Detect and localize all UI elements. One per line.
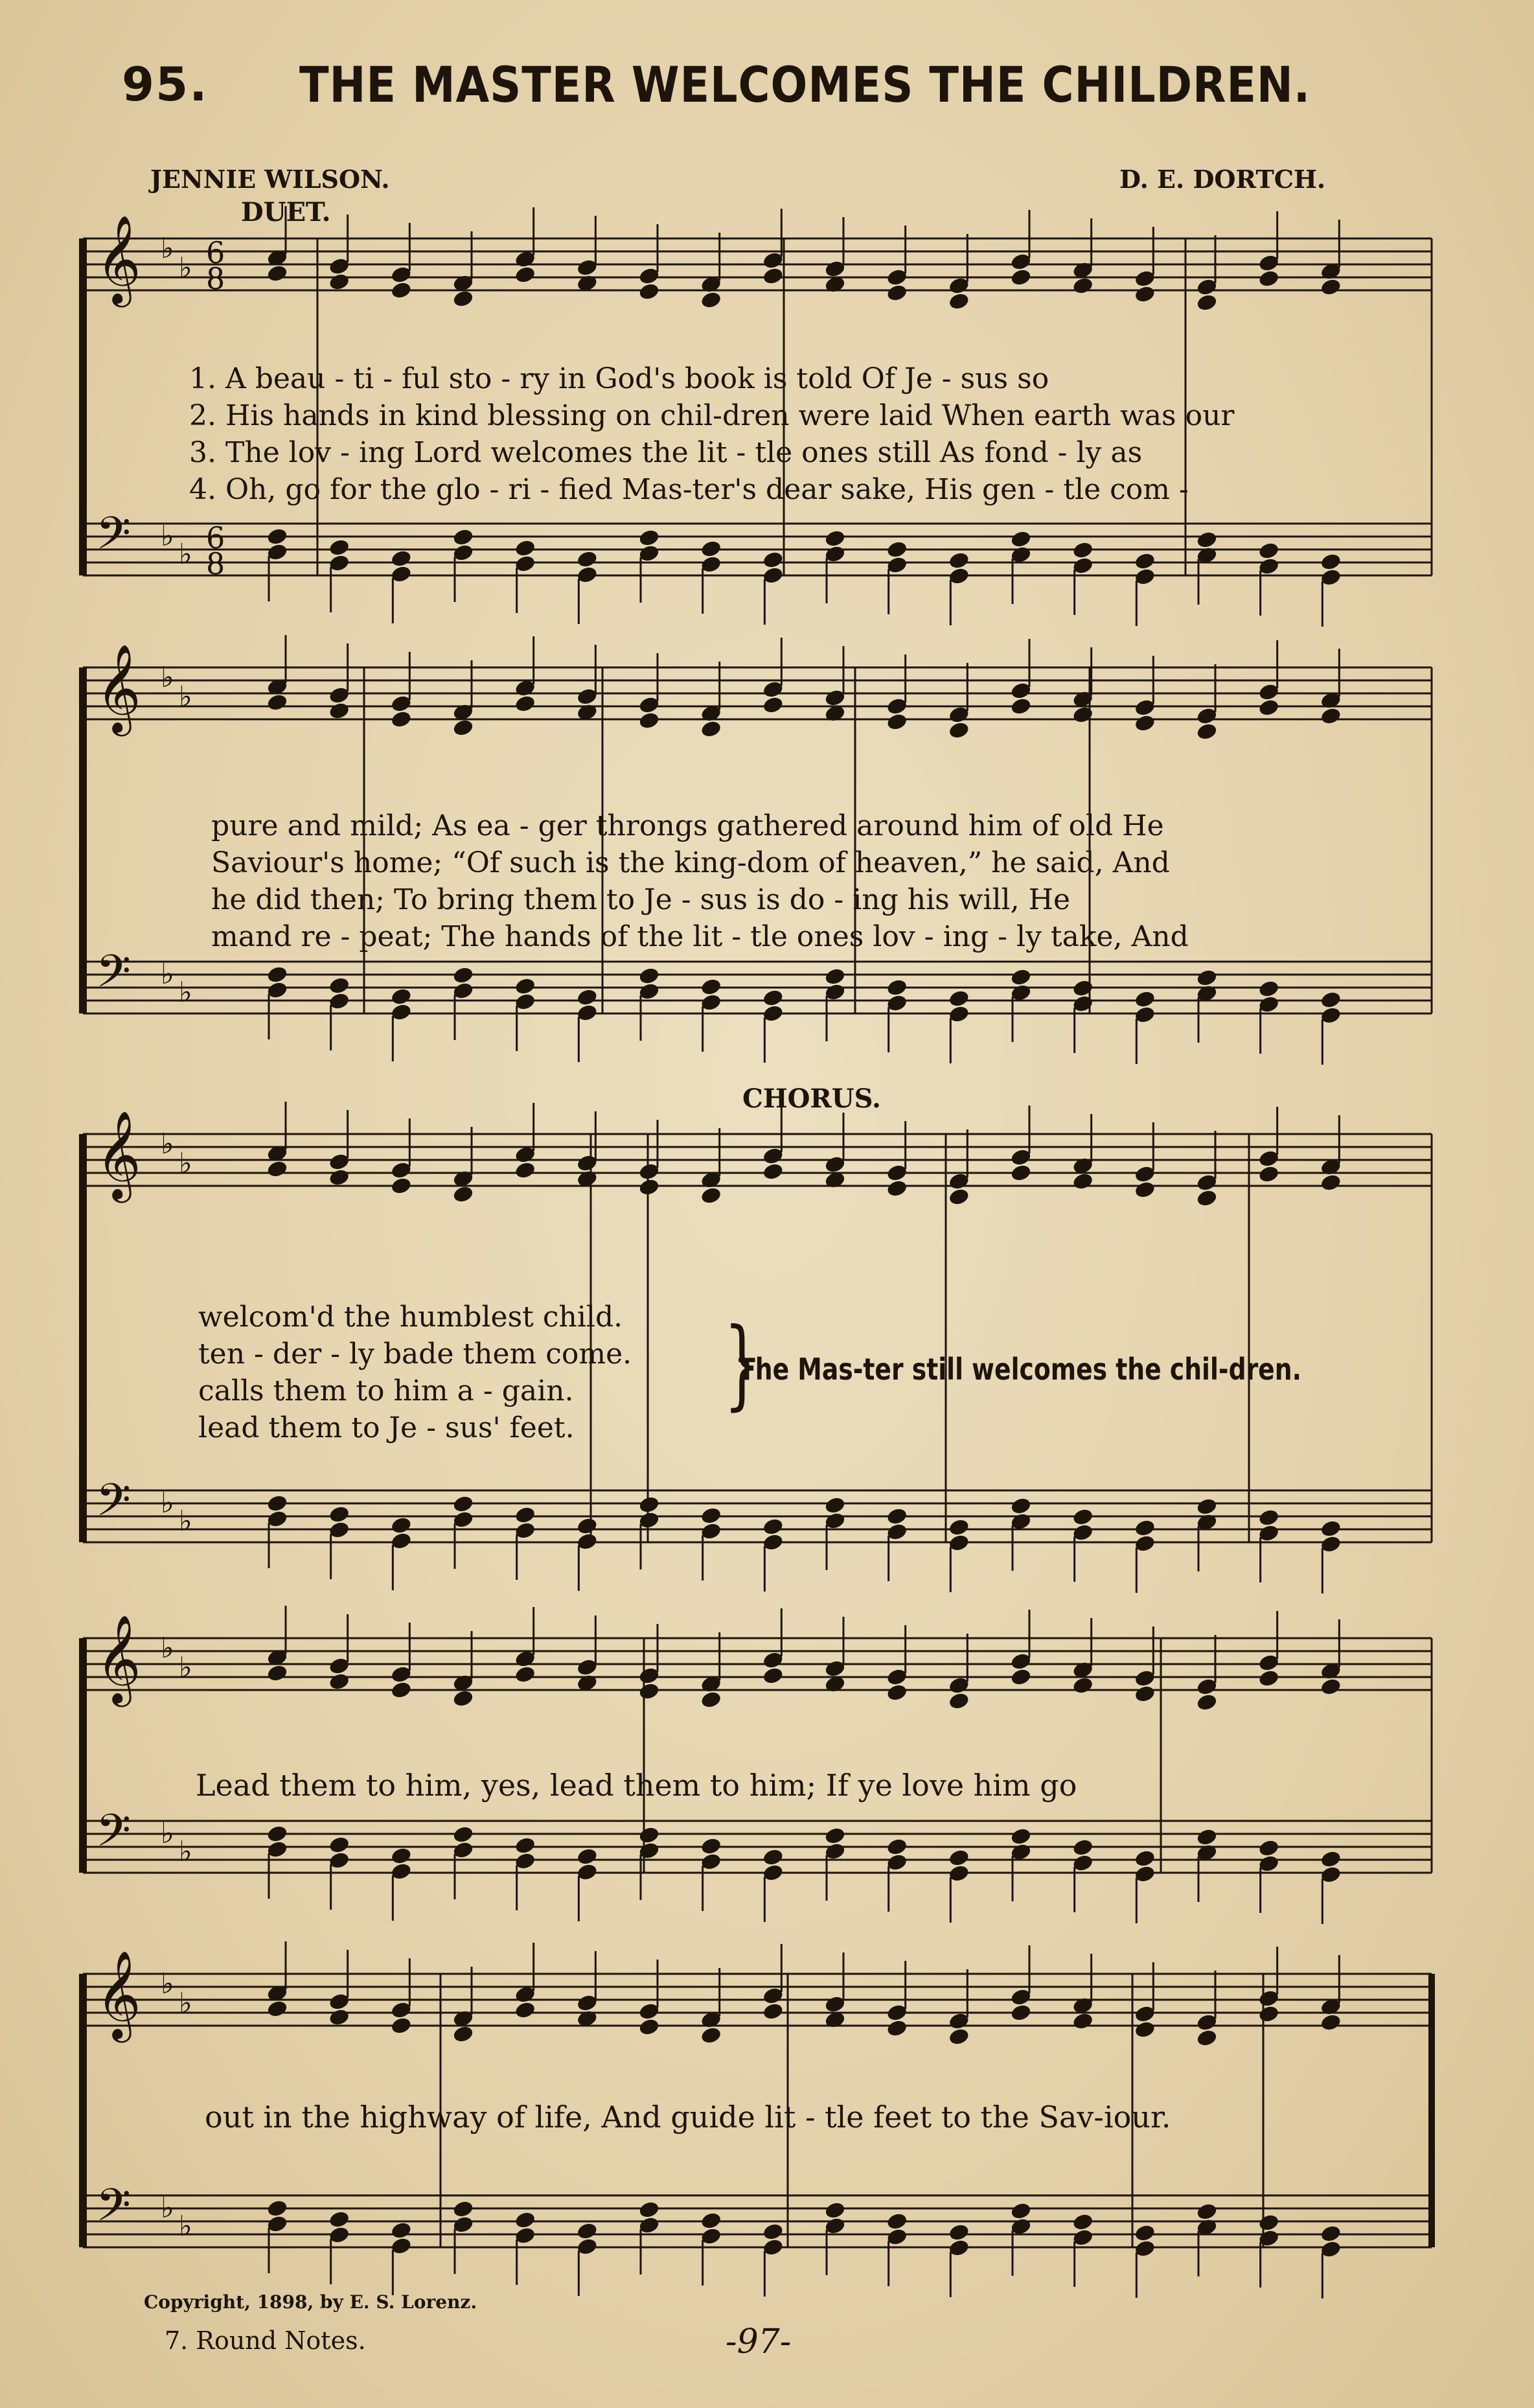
notehead <box>886 284 908 302</box>
notehead <box>824 967 845 986</box>
flat-icon: ♭ <box>161 661 174 694</box>
notehead <box>886 1507 908 1525</box>
time-signature: 8 <box>206 261 225 296</box>
notehead <box>638 2201 659 2219</box>
notehead <box>1196 1189 1217 1207</box>
notehead <box>886 2212 908 2230</box>
notehead <box>514 1665 536 1684</box>
notehead <box>948 1188 970 1206</box>
notehead <box>762 696 784 714</box>
notehead <box>886 1179 908 1198</box>
notehead <box>391 2221 412 2240</box>
verse-2-line: 2. His hands in kind blessing on chil-dren were laid When earth was our <box>189 399 1235 432</box>
notehead <box>266 2199 288 2217</box>
notehead <box>328 2210 350 2229</box>
notehead <box>1196 2203 1217 2221</box>
treble-clef-icon: 𝄞 <box>96 214 141 303</box>
notehead <box>1072 277 1093 295</box>
notehead <box>886 1684 908 1702</box>
notehead <box>514 2001 536 2019</box>
notehead <box>638 1682 659 1700</box>
notehead <box>514 977 536 995</box>
notehead <box>1196 1498 1217 1516</box>
notehead <box>762 2002 784 2020</box>
flat-icon: ♭ <box>179 1835 192 1868</box>
verse-4-line: mand re - peat; The hands of the lit - tle ones lov - ing - ly take, And <box>211 920 1189 953</box>
notehead <box>391 1847 412 1865</box>
system2-lyrics <box>211 807 1189 955</box>
notehead <box>1072 541 1093 559</box>
notehead <box>762 989 784 1007</box>
notehead <box>1196 531 1217 549</box>
notehead <box>700 1507 722 1525</box>
notehead <box>514 1161 536 1179</box>
notehead <box>266 1825 288 1843</box>
notehead <box>948 1518 970 1536</box>
verse-3-line: he did then; To bring them to Je - sus is do - ing his will, He <box>211 883 1070 916</box>
flat-icon: ♭ <box>161 2192 174 2225</box>
notehead <box>328 1836 350 1854</box>
notehead <box>577 550 598 568</box>
notehead <box>1072 1838 1093 1857</box>
notehead <box>824 1496 845 1514</box>
verse-1-line: welcom'd the humblest child. <box>198 1301 623 1334</box>
notehead <box>700 2026 722 2044</box>
notehead <box>824 529 845 548</box>
notehead <box>1196 1693 1217 1711</box>
round-notes-reference: 7. Round Notes. <box>165 2326 366 2355</box>
bass-clef-icon: 𝄢 <box>96 1474 132 1537</box>
notehead <box>1010 1827 1031 1846</box>
notehead <box>577 2222 598 2240</box>
notehead <box>948 292 970 310</box>
notehead <box>1010 968 1031 986</box>
notehead <box>266 1664 288 1682</box>
notehead <box>948 2028 970 2046</box>
treble-clef-icon: 𝄞 <box>96 1614 141 1703</box>
notehead <box>1010 530 1031 548</box>
notehead <box>1320 707 1342 725</box>
notehead <box>577 1517 598 1535</box>
notehead <box>328 702 350 720</box>
notehead <box>824 2201 845 2219</box>
notehead <box>1258 542 1279 560</box>
notehead <box>948 2223 970 2241</box>
system3-lyrics <box>198 1299 632 1446</box>
notehead <box>886 540 908 559</box>
notehead <box>762 1518 784 1536</box>
notehead <box>452 1825 474 1844</box>
notehead <box>391 281 412 299</box>
flat-icon: ♭ <box>161 1487 174 1520</box>
notehead <box>1134 1849 1156 1868</box>
notehead <box>1072 2213 1093 2231</box>
page-number: -97- <box>726 2322 792 2361</box>
notehead <box>328 1505 350 1523</box>
notehead <box>1072 2012 1093 2030</box>
verse-3-line: 3. The lov - ing Lord welcomes the lit - tle ones still As fond - ly as <box>189 436 1143 469</box>
notehead <box>1134 552 1156 570</box>
notehead <box>1010 268 1031 286</box>
notehead <box>1320 1850 1342 1868</box>
notehead <box>1320 2225 1342 2243</box>
notehead <box>391 1177 412 1195</box>
flat-icon: ♭ <box>161 520 174 553</box>
notehead <box>391 988 412 1006</box>
notehead <box>1196 969 1217 987</box>
notehead <box>328 1168 350 1187</box>
system5-lyric: out in the highway of life, And guide lit - tle feet to the Sav-iour. <box>205 2100 1171 2135</box>
notehead <box>700 720 722 738</box>
notehead <box>1072 1676 1093 1695</box>
notehead <box>762 551 784 569</box>
notehead <box>1134 2020 1156 2039</box>
notehead <box>824 1827 845 1845</box>
notehead <box>1134 285 1156 303</box>
notehead <box>1320 1520 1342 1538</box>
treble-clef-icon: 𝄞 <box>96 1949 141 2039</box>
notehead <box>452 1185 474 1203</box>
notehead <box>638 967 659 985</box>
chorus-lyric: The Mas-ter still welcomes the chil-dren. <box>738 1352 1301 1387</box>
notehead <box>266 1160 288 1178</box>
notehead <box>1196 294 1217 312</box>
notehead <box>452 719 474 737</box>
system1-lyrics <box>189 360 1234 508</box>
flat-icon: ♭ <box>161 958 174 991</box>
notehead <box>1010 2202 1031 2220</box>
notehead <box>700 2212 722 2230</box>
notehead <box>1134 1181 1156 1199</box>
flat-icon: ♭ <box>179 1987 192 2020</box>
hymn-number: 95. <box>122 57 209 111</box>
flat-icon: ♭ <box>179 1505 192 1538</box>
notehead <box>1258 2005 1279 2023</box>
flat-icon: ♭ <box>161 1817 174 1850</box>
notehead <box>391 550 412 568</box>
notehead <box>266 2000 288 2018</box>
notehead <box>700 1187 722 1205</box>
notehead <box>391 1516 412 1534</box>
notehead <box>700 540 722 558</box>
notehead <box>1196 723 1217 741</box>
bass-clef-icon: 𝄢 <box>96 945 132 1008</box>
flat-icon: ♭ <box>179 251 192 284</box>
system4-lyric: Lead them to him, yes, lead them to him; If ye love him go <box>196 1768 1077 1803</box>
notehead <box>638 2018 659 2036</box>
flat-icon: ♭ <box>161 1967 174 2000</box>
notehead <box>1072 1172 1093 1190</box>
notehead <box>1258 1669 1279 1687</box>
notehead <box>948 990 970 1008</box>
notehead <box>266 527 288 546</box>
verse-4-line: 4. Oh, go for the glo - ri - fied Mas-ter's dear sake, His gen - tle com - <box>189 473 1189 506</box>
notehead <box>514 695 536 713</box>
time-signature: 6 <box>206 235 225 270</box>
flat-icon: ♭ <box>179 1651 192 1684</box>
notehead <box>1258 980 1279 998</box>
notehead <box>948 1849 970 1867</box>
flat-icon: ♭ <box>179 680 192 713</box>
notehead <box>266 264 288 283</box>
notehead <box>762 1848 784 1866</box>
notehead <box>638 1826 659 1844</box>
notehead <box>1258 1839 1279 1857</box>
notehead <box>577 988 598 1006</box>
notehead <box>1134 1685 1156 1703</box>
notehead <box>700 1691 722 1709</box>
notehead <box>1258 1165 1279 1183</box>
notehead <box>452 528 474 546</box>
flat-icon: ♭ <box>161 1632 174 1665</box>
notehead <box>948 1692 970 1710</box>
notehead <box>1320 1174 1342 1192</box>
verse-1-line: pure and mild; As ea - ger throngs gathered around him of old He <box>211 809 1164 842</box>
notehead <box>266 966 288 984</box>
flat-icon: ♭ <box>179 2210 192 2243</box>
notehead <box>700 291 722 309</box>
verse-2-line: ten - der - ly bade them come. <box>198 1337 632 1371</box>
notehead <box>266 1494 288 1512</box>
notehead <box>1320 278 1342 296</box>
notehead <box>1134 2224 1156 2242</box>
notehead <box>638 712 659 730</box>
notehead <box>948 551 970 570</box>
notehead <box>638 1178 659 1196</box>
notehead <box>1134 714 1156 732</box>
notehead <box>762 1163 784 1181</box>
notehead <box>638 1496 659 1514</box>
notehead <box>1010 1668 1031 1686</box>
notehead <box>1320 553 1342 571</box>
notehead <box>1010 1497 1031 1515</box>
verse-brace: } <box>724 1308 761 1420</box>
notehead <box>638 283 659 301</box>
notehead <box>762 1667 784 1685</box>
notehead <box>1258 1509 1279 1527</box>
voicing-label: DUET. <box>241 197 331 227</box>
notehead <box>1258 699 1279 717</box>
notehead <box>1010 697 1031 715</box>
notehead <box>1134 990 1156 1008</box>
verse-1-line: 1. A beau - ti - ful sto - ry in God's book is told Of Je - sus so <box>189 362 1049 395</box>
copyright-notice: Copyright, 1898, by E. S. Lorenz. <box>144 2291 477 2313</box>
notehead <box>886 713 908 731</box>
notehead <box>700 978 722 996</box>
notehead <box>391 1681 412 1699</box>
treble-clef-icon: 𝄞 <box>96 1109 141 1199</box>
notehead <box>1320 2013 1342 2032</box>
flat-icon: ♭ <box>161 1128 174 1161</box>
notehead <box>452 2200 474 2218</box>
flat-icon: ♭ <box>179 976 192 1009</box>
notehead <box>1010 1164 1031 1182</box>
notehead <box>700 1837 722 1855</box>
notehead <box>391 2017 412 2035</box>
notehead <box>452 2025 474 2043</box>
notehead <box>1010 2004 1031 2022</box>
notehead <box>514 1836 536 1855</box>
verse-3-line: calls them to him a - gain. <box>198 1374 574 1407</box>
notehead <box>1072 1508 1093 1526</box>
verse-2-line: Saviour's home; “Of such is the king-dom of heaven,” he said, And <box>211 846 1170 879</box>
notehead <box>514 266 536 284</box>
bass-clef-icon: 𝄢 <box>96 1804 132 1868</box>
time-signature: 8 <box>206 546 225 581</box>
notehead <box>514 1506 536 1524</box>
flat-icon: ♭ <box>179 538 192 571</box>
notehead <box>948 721 970 739</box>
treble-clef-icon: 𝄞 <box>96 643 141 732</box>
notehead <box>452 1689 474 1708</box>
flat-icon: ♭ <box>179 1147 192 1180</box>
notehead <box>886 1838 908 1856</box>
notehead <box>328 538 350 557</box>
hymn-title: THE MASTER WELCOMES THE CHILDREN. <box>299 56 1311 113</box>
bass-clef-icon: 𝄢 <box>96 507 132 570</box>
notehead <box>514 2211 536 2229</box>
bass-clef-icon: 𝄢 <box>96 2179 132 2242</box>
notehead <box>328 2008 350 2026</box>
notehead <box>452 966 474 984</box>
notehead <box>762 267 784 285</box>
notehead <box>1196 1828 1217 1846</box>
notehead <box>886 2019 908 2037</box>
verse-4-line: lead them to Je - sus' feet. <box>198 1411 575 1444</box>
notehead <box>638 529 659 547</box>
notehead <box>1258 2214 1279 2232</box>
notehead <box>328 977 350 995</box>
notehead <box>762 2223 784 2241</box>
notehead <box>452 1495 474 1513</box>
lyricist-credit: JENNIE WILSON. <box>150 165 390 194</box>
flat-icon: ♭ <box>161 232 174 265</box>
notehead <box>886 978 908 997</box>
notehead <box>1320 991 1342 1009</box>
notehead <box>328 1673 350 1691</box>
notehead <box>1258 270 1279 288</box>
notehead <box>1196 2029 1217 2047</box>
notehead <box>1320 1678 1342 1696</box>
notehead <box>1134 1519 1156 1537</box>
notehead <box>452 290 474 308</box>
notehead <box>266 693 288 712</box>
notehead <box>514 539 536 557</box>
notehead <box>328 273 350 291</box>
notehead <box>577 1847 598 1866</box>
time-signature: 6 <box>206 520 225 555</box>
notehead <box>391 710 412 728</box>
chorus-label: CHORUS. <box>742 1083 881 1114</box>
composer-credit: D. E. DORTCH. <box>1119 165 1326 194</box>
